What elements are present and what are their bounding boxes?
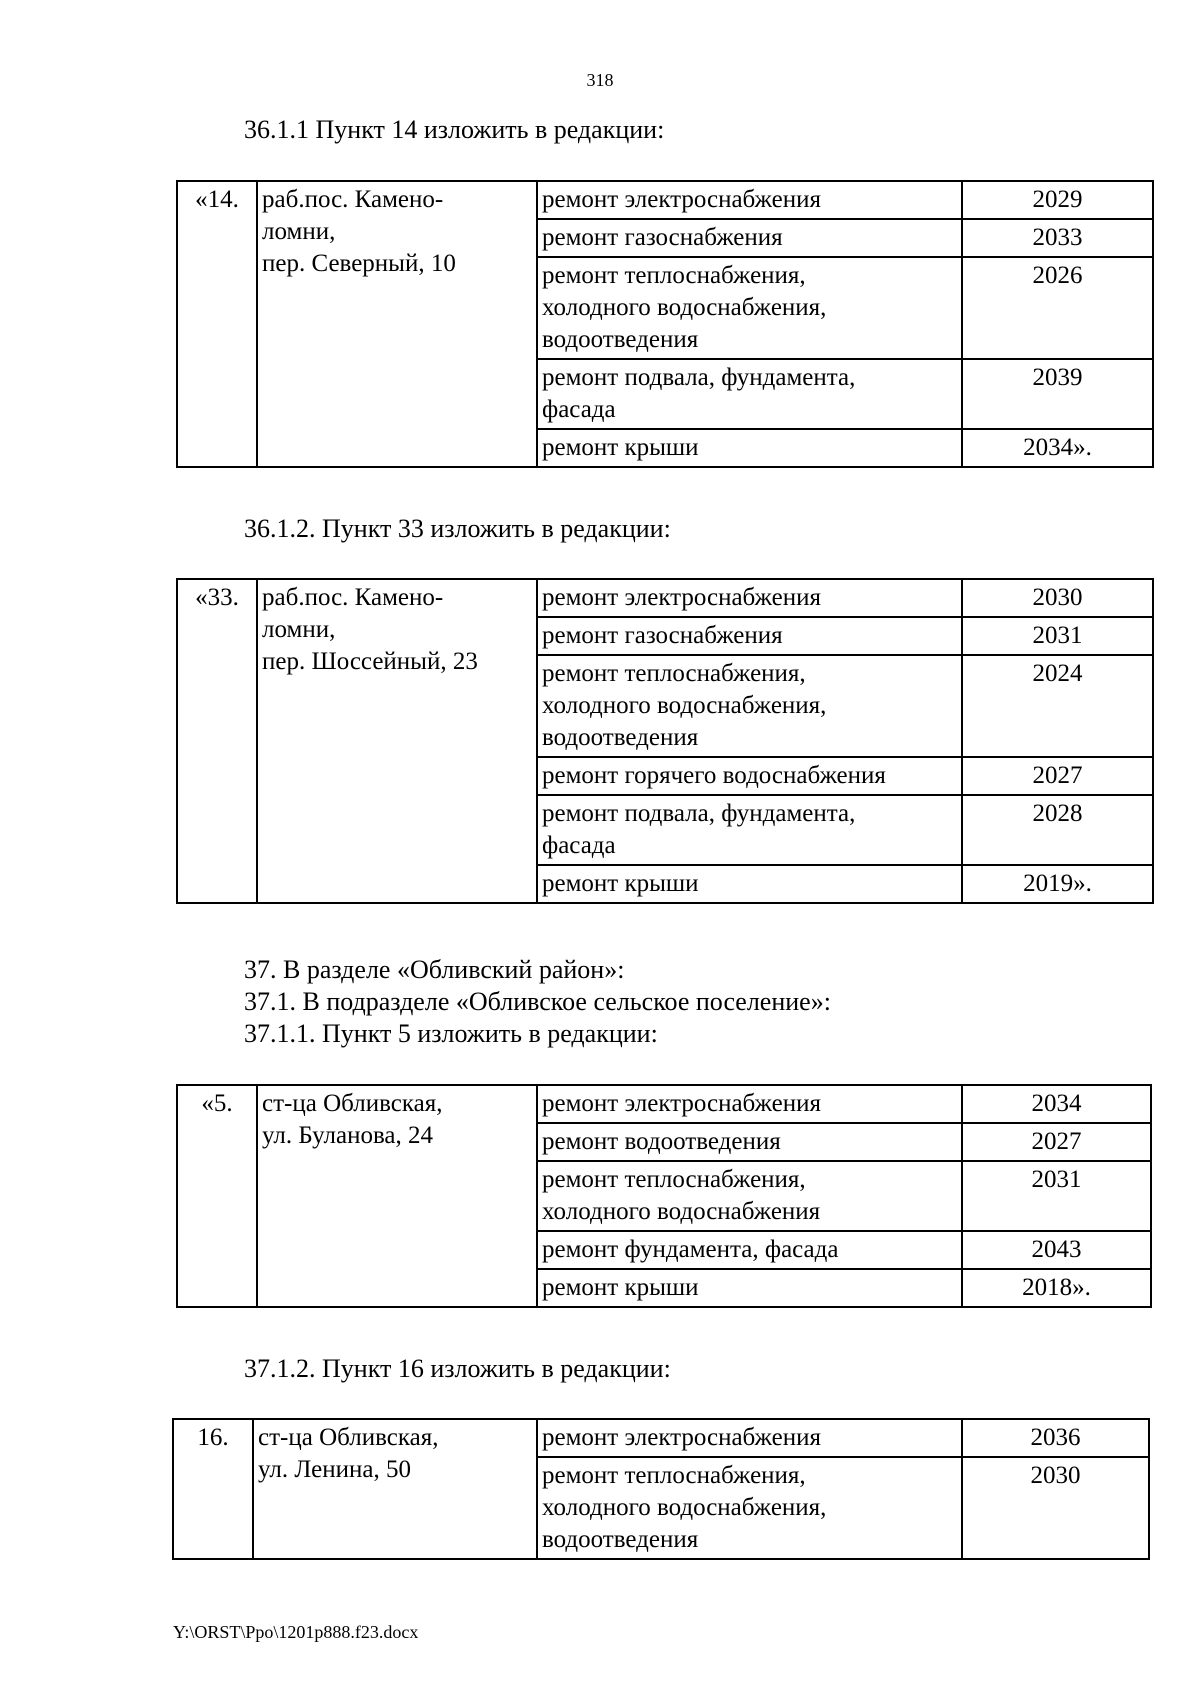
heading-37-1: 37.1. В подразделе «Обливское сельское поселение»: <box>244 987 831 1016</box>
repair-year: 2033 <box>962 219 1153 257</box>
item-number: 16. <box>173 1419 253 1559</box>
repair-year: 2030 <box>962 1457 1149 1559</box>
page-number: 318 <box>586 70 614 90</box>
repair-year: 2027 <box>962 757 1153 795</box>
work-type: ремонт газоснабжения <box>537 219 962 257</box>
table-item-16 <box>172 1418 1150 1560</box>
item-number: «33. <box>177 579 257 903</box>
repair-year: 2028 <box>962 795 1153 865</box>
work-type: ремонт электроснабжения <box>537 1419 962 1457</box>
table-row <box>177 1085 1151 1123</box>
repair-year: 2027 <box>962 1123 1151 1161</box>
repair-year: 2031 <box>962 617 1153 655</box>
work-type: ремонт горячего водоснабжения <box>537 757 962 795</box>
work-type: ремонт крыши <box>537 865 962 903</box>
repair-year: 2029 <box>962 181 1153 219</box>
repair-year: 2039 <box>962 359 1153 429</box>
item-address: ст-ца Обливская, ул. Ленина, 50 <box>253 1419 537 1559</box>
item-number: «5. <box>177 1085 257 1307</box>
heading-37-1-1: 37.1.1. Пункт 5 изложить в редакции: <box>244 1019 658 1048</box>
work-type: ремонт теплоснабжения, холодного водоснабжения, водоотведения <box>537 257 962 359</box>
heading-37: 37. В разделе «Обливский район»: <box>244 955 625 984</box>
table-row <box>177 181 1153 219</box>
heading-36-1-1: 36.1.1 Пункт 14 изложить в редакции: <box>244 115 665 144</box>
work-type: ремонт крыши <box>537 429 962 467</box>
repair-year: 2036 <box>962 1419 1149 1457</box>
repair-year: 2043 <box>962 1231 1151 1269</box>
repair-year: 2030 <box>962 579 1153 617</box>
work-type: ремонт фундамента, фасада <box>537 1231 962 1269</box>
repair-year: 2019». <box>962 865 1153 903</box>
work-type: ремонт электроснабжения <box>537 579 962 617</box>
repair-year: 2026 <box>962 257 1153 359</box>
repair-year: 2034». <box>962 429 1153 467</box>
table-item-33 <box>176 578 1154 904</box>
work-type: ремонт электроснабжения <box>537 1085 962 1123</box>
repair-year: 2031 <box>962 1161 1151 1231</box>
work-type: ремонт подвала, фундамента, фасада <box>537 359 962 429</box>
item-address: ст-ца Обливская, ул. Буланова, 24 <box>257 1085 537 1307</box>
file-path-footer: Y:\ORST\Ppo\1201p888.f23.docx <box>173 1622 419 1642</box>
work-type: ремонт крыши <box>537 1269 962 1307</box>
repair-year: 2018». <box>962 1269 1151 1307</box>
work-type: ремонт электроснабжения <box>537 181 962 219</box>
work-type: ремонт газоснабжения <box>537 617 962 655</box>
repair-year: 2034 <box>962 1085 1151 1123</box>
work-type: ремонт подвала, фундамента, фасада <box>537 795 962 865</box>
work-type: ремонт теплоснабжения, холодного водоснабжения, водоотведения <box>537 655 962 757</box>
work-type: ремонт теплоснабжения, холодного водоснабжения, водоотведения <box>537 1457 962 1559</box>
table-row <box>177 579 1153 617</box>
work-type: ремонт теплоснабжения, холодного водоснабжения <box>537 1161 962 1231</box>
item-number: «14. <box>177 181 257 467</box>
work-type: ремонт водоотведения <box>537 1123 962 1161</box>
item-address: раб.пос. Камено- ломни, пер. Северный, 10 <box>257 181 537 467</box>
heading-36-1-2: 36.1.2. Пункт 33 изложить в редакции: <box>244 514 671 543</box>
table-item-14 <box>176 180 1154 468</box>
table-row <box>173 1419 1149 1457</box>
heading-37-1-2: 37.1.2. Пункт 16 изложить в редакции: <box>244 1354 671 1383</box>
table-item-5 <box>176 1084 1152 1308</box>
item-address: раб.пос. Камено- ломни, пер. Шоссейный, 23 <box>257 579 537 903</box>
repair-year: 2024 <box>962 655 1153 757</box>
